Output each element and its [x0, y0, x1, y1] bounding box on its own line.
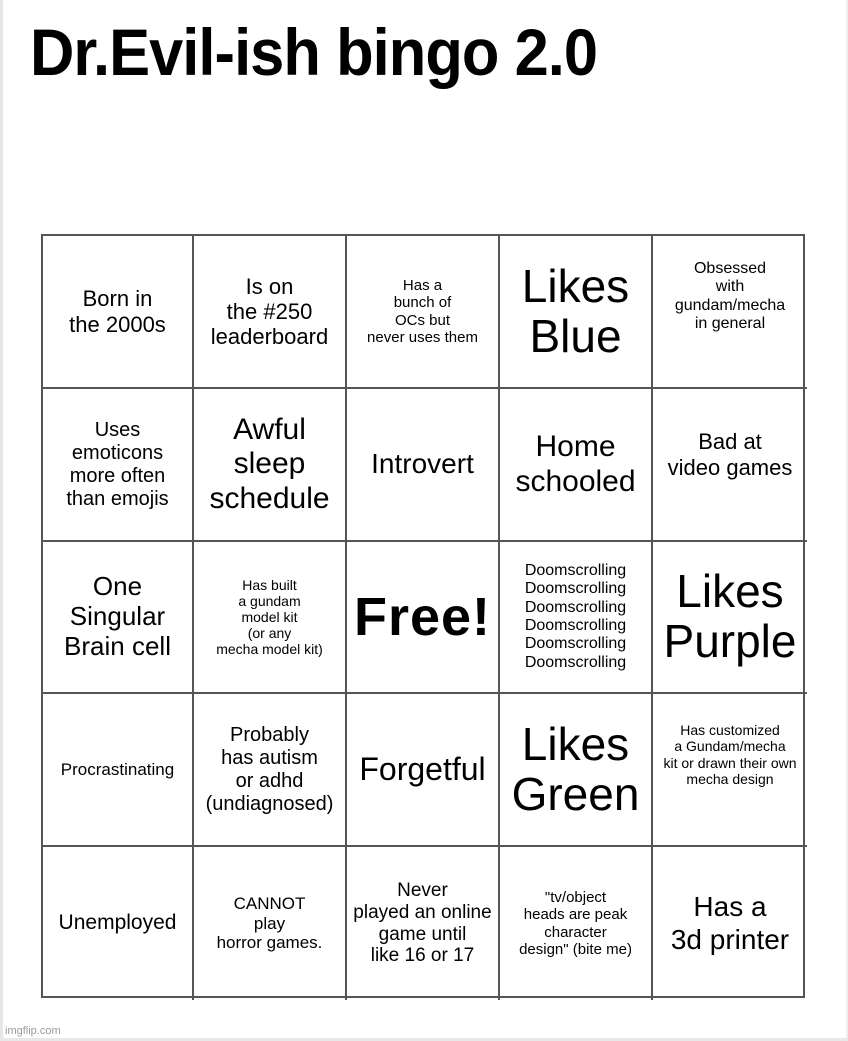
bingo-title: Dr.Evil-ish bingo 2.0 — [30, 15, 598, 89]
bingo-cell: Unemployed — [43, 847, 194, 1000]
bingo-cell: Probably has autism or adhd (undiagnosed) — [194, 694, 347, 847]
bingo-cell: Has built a gundam model kit (or any mecha model kit) — [194, 542, 347, 694]
bingo-cell: Is on the #250 leaderboard — [194, 236, 347, 389]
bingo-cell: Obsessed with gundam/mecha in general — [653, 236, 807, 389]
bingo-cell: Likes Blue — [500, 236, 653, 389]
left-edge — [0, 0, 3, 1041]
bingo-cell: Has a 3d printer — [670, 891, 790, 955]
bingo-cell: Home schooled — [500, 389, 653, 542]
bingo-cell: Bad at video games — [653, 389, 807, 542]
bingo-cell: Has customized a Gundam/mecha kit or drawn their own mecha design — [653, 694, 807, 847]
bingo-cell: "tv/object heads are peak character design" (bite me) — [500, 847, 653, 1000]
bingo-grid — [41, 234, 805, 998]
bingo-cell: One Singular Brain cell — [43, 542, 194, 694]
bingo-cell: CANNOT play horror games. — [194, 847, 347, 1000]
free-space: Free! — [347, 542, 500, 694]
bingo-cell: Likes Purple — [653, 542, 807, 694]
bingo-cell: Has a bunch of OCs but never uses them — [347, 236, 500, 389]
bingo-cell: Doomscrolling Doomscrolling Doomscrolling Doomscrolling Doomscrolling Doomscrolling — [500, 542, 653, 694]
bingo-cell: Procrastinating — [43, 694, 194, 847]
bingo-cell: Introvert — [347, 389, 500, 542]
imgflip-watermark: imgflip.com — [5, 1025, 61, 1037]
bingo-cell: Likes Green — [500, 694, 653, 847]
bingo-cell: Born in the 2000s — [43, 236, 194, 389]
bingo-cell: Forgetful — [347, 694, 500, 847]
bingo-cell: Awful sleep schedule — [194, 389, 347, 542]
bingo-cell: Uses emoticons more often than emojis — [43, 389, 194, 542]
bingo-cell: Never played an online game until like 16 or 17 — [347, 847, 500, 1000]
